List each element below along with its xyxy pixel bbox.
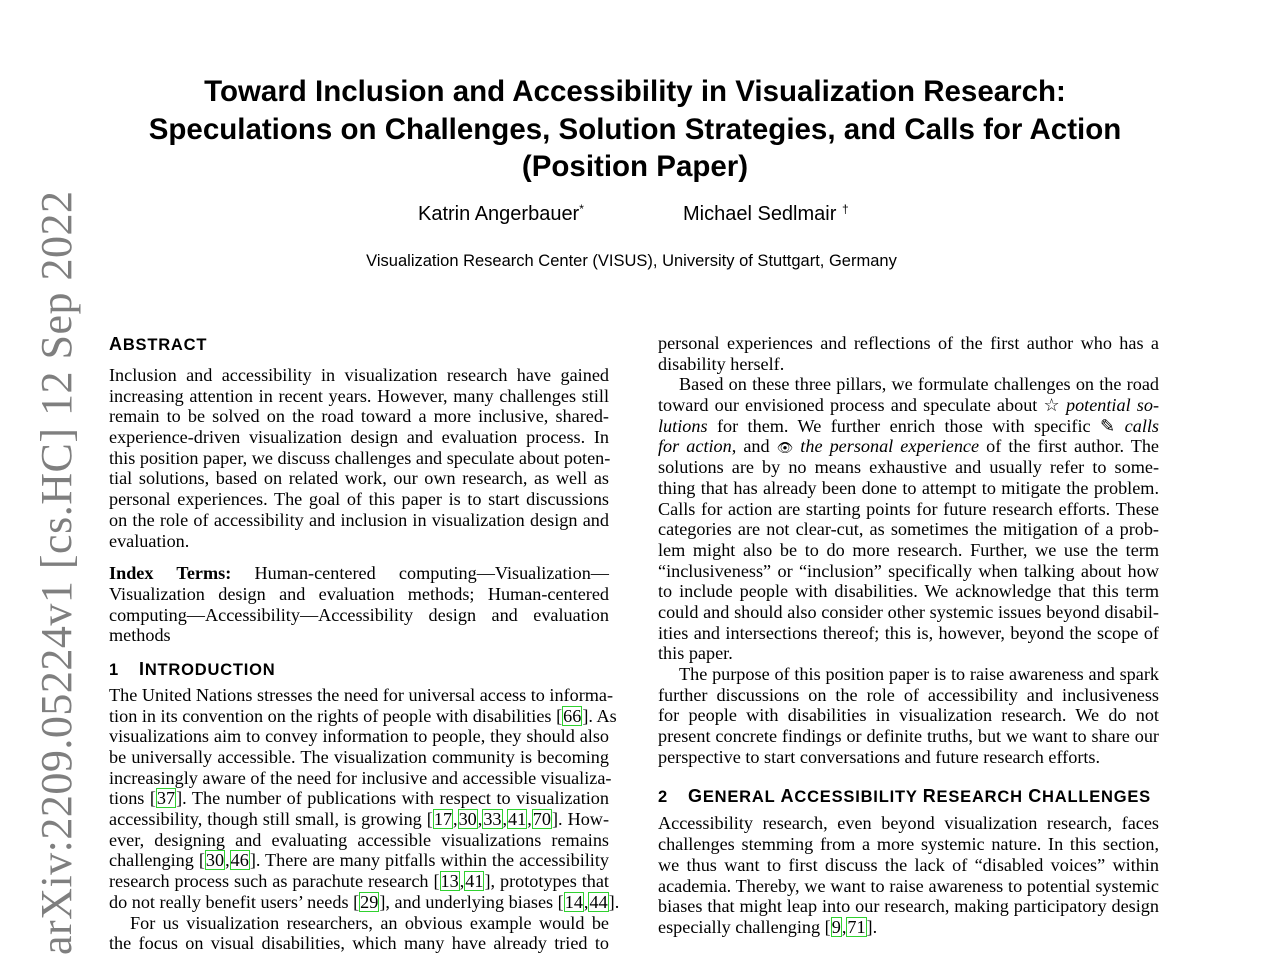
citation-link[interactable]: 70: [532, 809, 552, 829]
star-icon: ☆: [1044, 395, 1060, 416]
abstract-heading: ABSTRACT: [109, 333, 609, 355]
citation-link[interactable]: 17: [433, 809, 453, 829]
index-terms: Index Terms: Human-centered computing—Visualization— Visualization design and evaluation methods; Human-centered computing—Accessibility—Accessibility design and evaluation methods: [109, 563, 609, 646]
citation-link[interactable]: 14: [564, 892, 584, 912]
abstract-body: [109, 365, 609, 551]
author-katrin-angerbauer: Katrin Angerbauer*: [418, 202, 584, 226]
citation-link[interactable]: 41: [507, 809, 527, 829]
citation-link[interactable]: 66: [562, 706, 582, 726]
section-1-heading: 1 INTRODUCTION: [109, 658, 609, 680]
section-2-heading: 2 GENERAL ACCESSIBILITY RESEARCH CHALLENGES: [658, 785, 1159, 807]
eye-icon: 👁: [777, 438, 794, 459]
title-line-3: (Position Paper): [60, 148, 1210, 186]
abstract-line: Inclusion and accessibility in visualization research have gained: [109, 365, 609, 386]
author-list: [0, 202, 1263, 232]
citation-link[interactable]: 41: [464, 871, 484, 891]
title-line-1: Toward Inclusion and Accessibility in Visualization Research:: [60, 73, 1210, 111]
citation-link[interactable]: 29: [359, 892, 379, 912]
section-2-body: Accessibility research, even beyond visualization research, faces challenges stemming from a more systemic nature. In this section, we thus want to first discuss the lack of “disabled voices” within academia. Thereby, we want to raise awareness to potential systemic biases that might leap into our research, making participatory design especially challenging [9,71].: [658, 813, 1159, 937]
left-column: [109, 333, 609, 954]
right-column: personal experiences and reflections of the first author who has a disability herself. Based on these three pillars, we formulate challenges on the road toward our envisioned process and speculate about ☆ potential so- lutions for them. We further enrich those with specific ✎ calls for action, and 👁 the personal experience of the first author. The solutions are by no means exhaustive and usually refer to some- thing that has already been done to attempt to mitigate the problem. Calls for action are starting points for future research efforts. These categories are not clear-cut, as sometimes the mitigation of a prob- lem might also be to do more research. Further, we use the term “inclusiveness” or “inclusion” specifically when talking about how to include people with disabilities. We acknowledge that this term could and should also consider other systemic issues beyond disabil- ities and intersections thereof; this is, however, beyond the scope of this paper. The purpose of this position paper is to raise awareness and spark further discussions on the role of accessibility and inclusiveness for people with disabilities in visualization research. We do not present concrete findings or definite truths, but we want to share our perspective to start conversations and future research efforts. 2 GENERAL ACCESSIBILITY RESEARCH CHALLENGES Accessibility research, even beyond visualization research, faces challenges stemming from a more systemic nature. In this section, we thus want to first discuss the lack of “disabled voices” within academia. Thereby, we want to raise awareness to potential systemic biases that might leap into our research, making participatory design especially challenging [9,71].: [658, 333, 1159, 938]
citation-link[interactable]: 33: [482, 809, 502, 829]
introduction-body: The United Nations stresses the need for universal access to informa- tion in its convention on the rights of people with disabilities [66]. As visualizations aim to convey information to people, they should also be universally accessible. The visualization community is becoming increasingly aware of the need for inclusive and accessible visualiza- tions [37]. The number of publications with respect to visualization accessibility, though still small, is growing [17,30,33,41,70]. How- ever, designing and evaluating accessible visualizations remains challenging [30,46]. There are many pitfalls within the accessibility research process such as parachute research [13,41], prototypes that do not really benefit users’ needs [29], and underlying biases [14,44]. For us visualization researchers, an obvious example would be the focus on visual disabilities, which many have already tried to: [109, 685, 609, 954]
index-terms-label: Index Terms:: [109, 563, 231, 583]
affiliation: Visualization Research Center (VISUS), University of Stuttgart, Germany: [0, 252, 1263, 271]
citation-link[interactable]: 71: [846, 917, 866, 937]
citation-link[interactable]: 46: [230, 850, 250, 870]
abstract-line: tial solutions, based on related work, our own research, as well as: [109, 468, 609, 489]
pencil-icon: ✎: [1100, 416, 1115, 437]
abstract-line: experience-driven visualization design and evaluation process. In: [109, 427, 609, 448]
author-michael-sedlmair: Michael Sedlmair †: [683, 202, 849, 226]
citation-link[interactable]: 13: [440, 871, 460, 891]
abstract-line: this position paper, we discuss challenges and speculate about poten-: [109, 448, 609, 469]
citation-link[interactable]: 30: [458, 809, 478, 829]
author-footnote-mark: *: [579, 202, 584, 216]
citation-link[interactable]: 30: [205, 850, 225, 870]
author-footnote-mark: †: [842, 202, 849, 216]
abstract-line: personal experiences. The goal of this paper is to start discussions: [109, 489, 609, 510]
title-line-2: Speculations on Challenges, Solution Strategies, and Calls for Action: [60, 111, 1210, 149]
abstract-line: remain to be solved on the road toward a more inclusive, shared-: [109, 406, 609, 427]
abstract-line: increasing attention in recent years. However, many challenges still: [109, 386, 609, 407]
abstract-line: evaluation.: [109, 531, 609, 552]
abstract-line: on the role of accessibility and inclusion in visualization design and: [109, 510, 609, 531]
arxiv-identifier: arXiv:2209.05224v1 [cs.HC] 12 Sep 2022: [31, 191, 82, 955]
citation-link[interactable]: 37: [156, 788, 176, 808]
citation-link[interactable]: 9: [831, 917, 842, 937]
citation-link[interactable]: 44: [588, 892, 608, 912]
paper-title: [60, 73, 1210, 186]
